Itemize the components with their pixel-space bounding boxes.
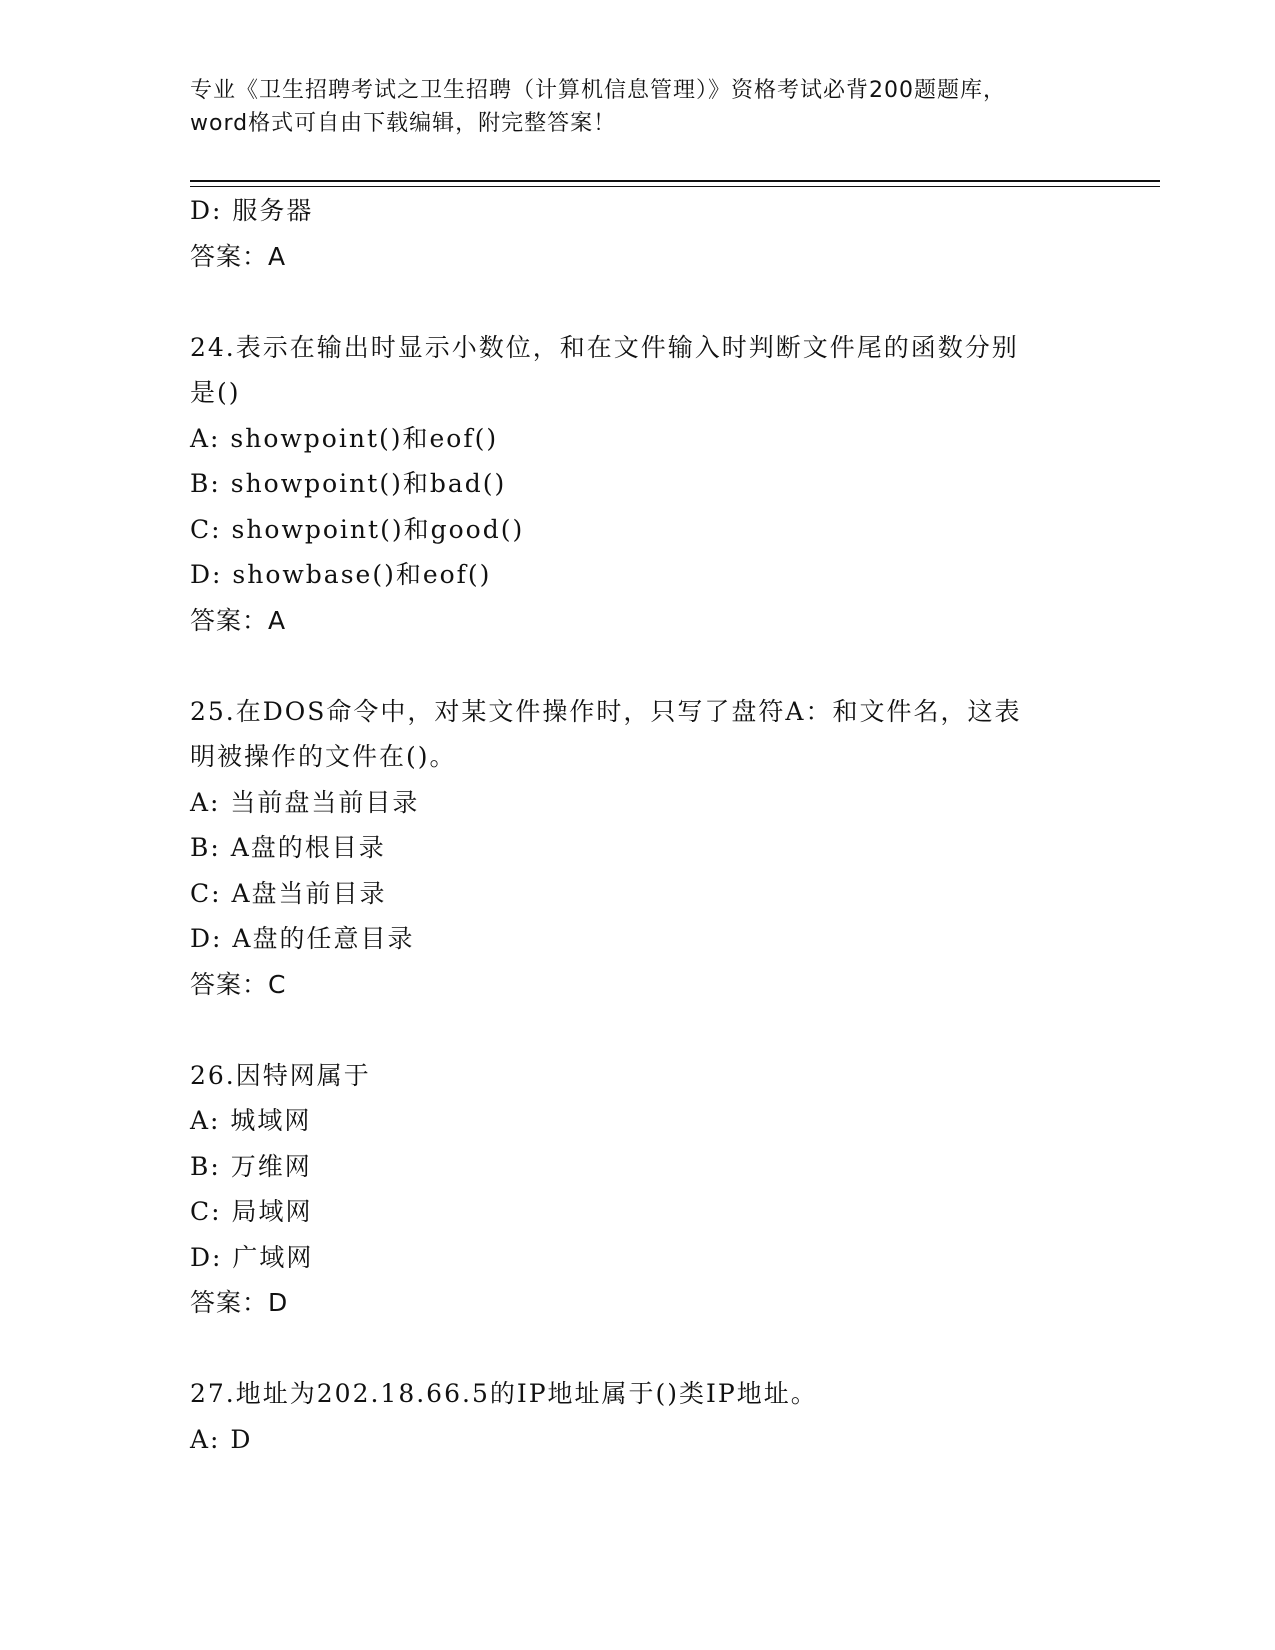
option-b: B: A盘的根目录 <box>190 833 386 862</box>
header-title-line-1: 专业《卫生招聘考试之卫生招聘（计算机信息管理）》资格考试必背200题题库， <box>190 78 1006 103</box>
document-header <box>190 74 1090 140</box>
question-list <box>190 188 1110 1462</box>
option-d: D: 广域网 <box>190 1242 314 1272</box>
question-stem-line-1: 26.因特网属于 <box>190 1060 371 1090</box>
spacer <box>190 1326 1110 1372</box>
option-d: D: showbase()和eof() <box>190 560 492 589</box>
spacer <box>190 643 1110 689</box>
question-stem-line-2: 明被操作的文件在()。 <box>190 742 457 771</box>
question-25 <box>190 689 1110 1008</box>
question-24 <box>190 325 1110 644</box>
header-rule-thick <box>190 180 1160 182</box>
question-stem-line-1: 25.在DOS命令中，对某文件操作时，只写了盘符A：和文件名，这表 <box>190 696 1022 726</box>
question-stem-line-1: 24.表示在输出时显示小数位，和在文件输入时判断文件尾的函数分别 <box>190 332 1019 362</box>
option-c: C: showpoint()和good() <box>190 514 525 544</box>
option-a: A: showpoint()和eof() <box>190 423 499 453</box>
answer-line: 答案：A <box>190 605 287 635</box>
question-stem-line-2: 是() <box>190 378 241 407</box>
question-26 <box>190 1053 1110 1326</box>
answer-line: 答案：D <box>190 1288 289 1317</box>
option-b: B: 万维网 <box>190 1151 312 1181</box>
spacer <box>190 279 1110 325</box>
question-stem-line-1: 27.地址为202.18.66.5的IP地址属于()类IP地址。 <box>190 1379 818 1408</box>
option-b: B: showpoint()和bad() <box>190 469 507 498</box>
option-a: A: D <box>190 1424 253 1454</box>
option-d: D: A盘的任意目录 <box>190 924 415 953</box>
option-c: C: 局域网 <box>190 1197 313 1226</box>
header-title-line-2: word格式可自由下载编辑，附完整答案！ <box>190 111 617 136</box>
option-c: C: A盘当前目录 <box>190 878 387 908</box>
answer-line: 答案：C <box>190 969 287 999</box>
option-a: A: 当前盘当前目录 <box>190 787 420 817</box>
spacer <box>190 1007 1110 1053</box>
answer-line: 答案：A <box>190 241 287 271</box>
question-27 <box>190 1371 1110 1462</box>
option-a: A: 城域网 <box>190 1106 312 1135</box>
option-d: D: 服务器 <box>190 196 314 225</box>
header-rule-thin <box>190 186 1160 187</box>
